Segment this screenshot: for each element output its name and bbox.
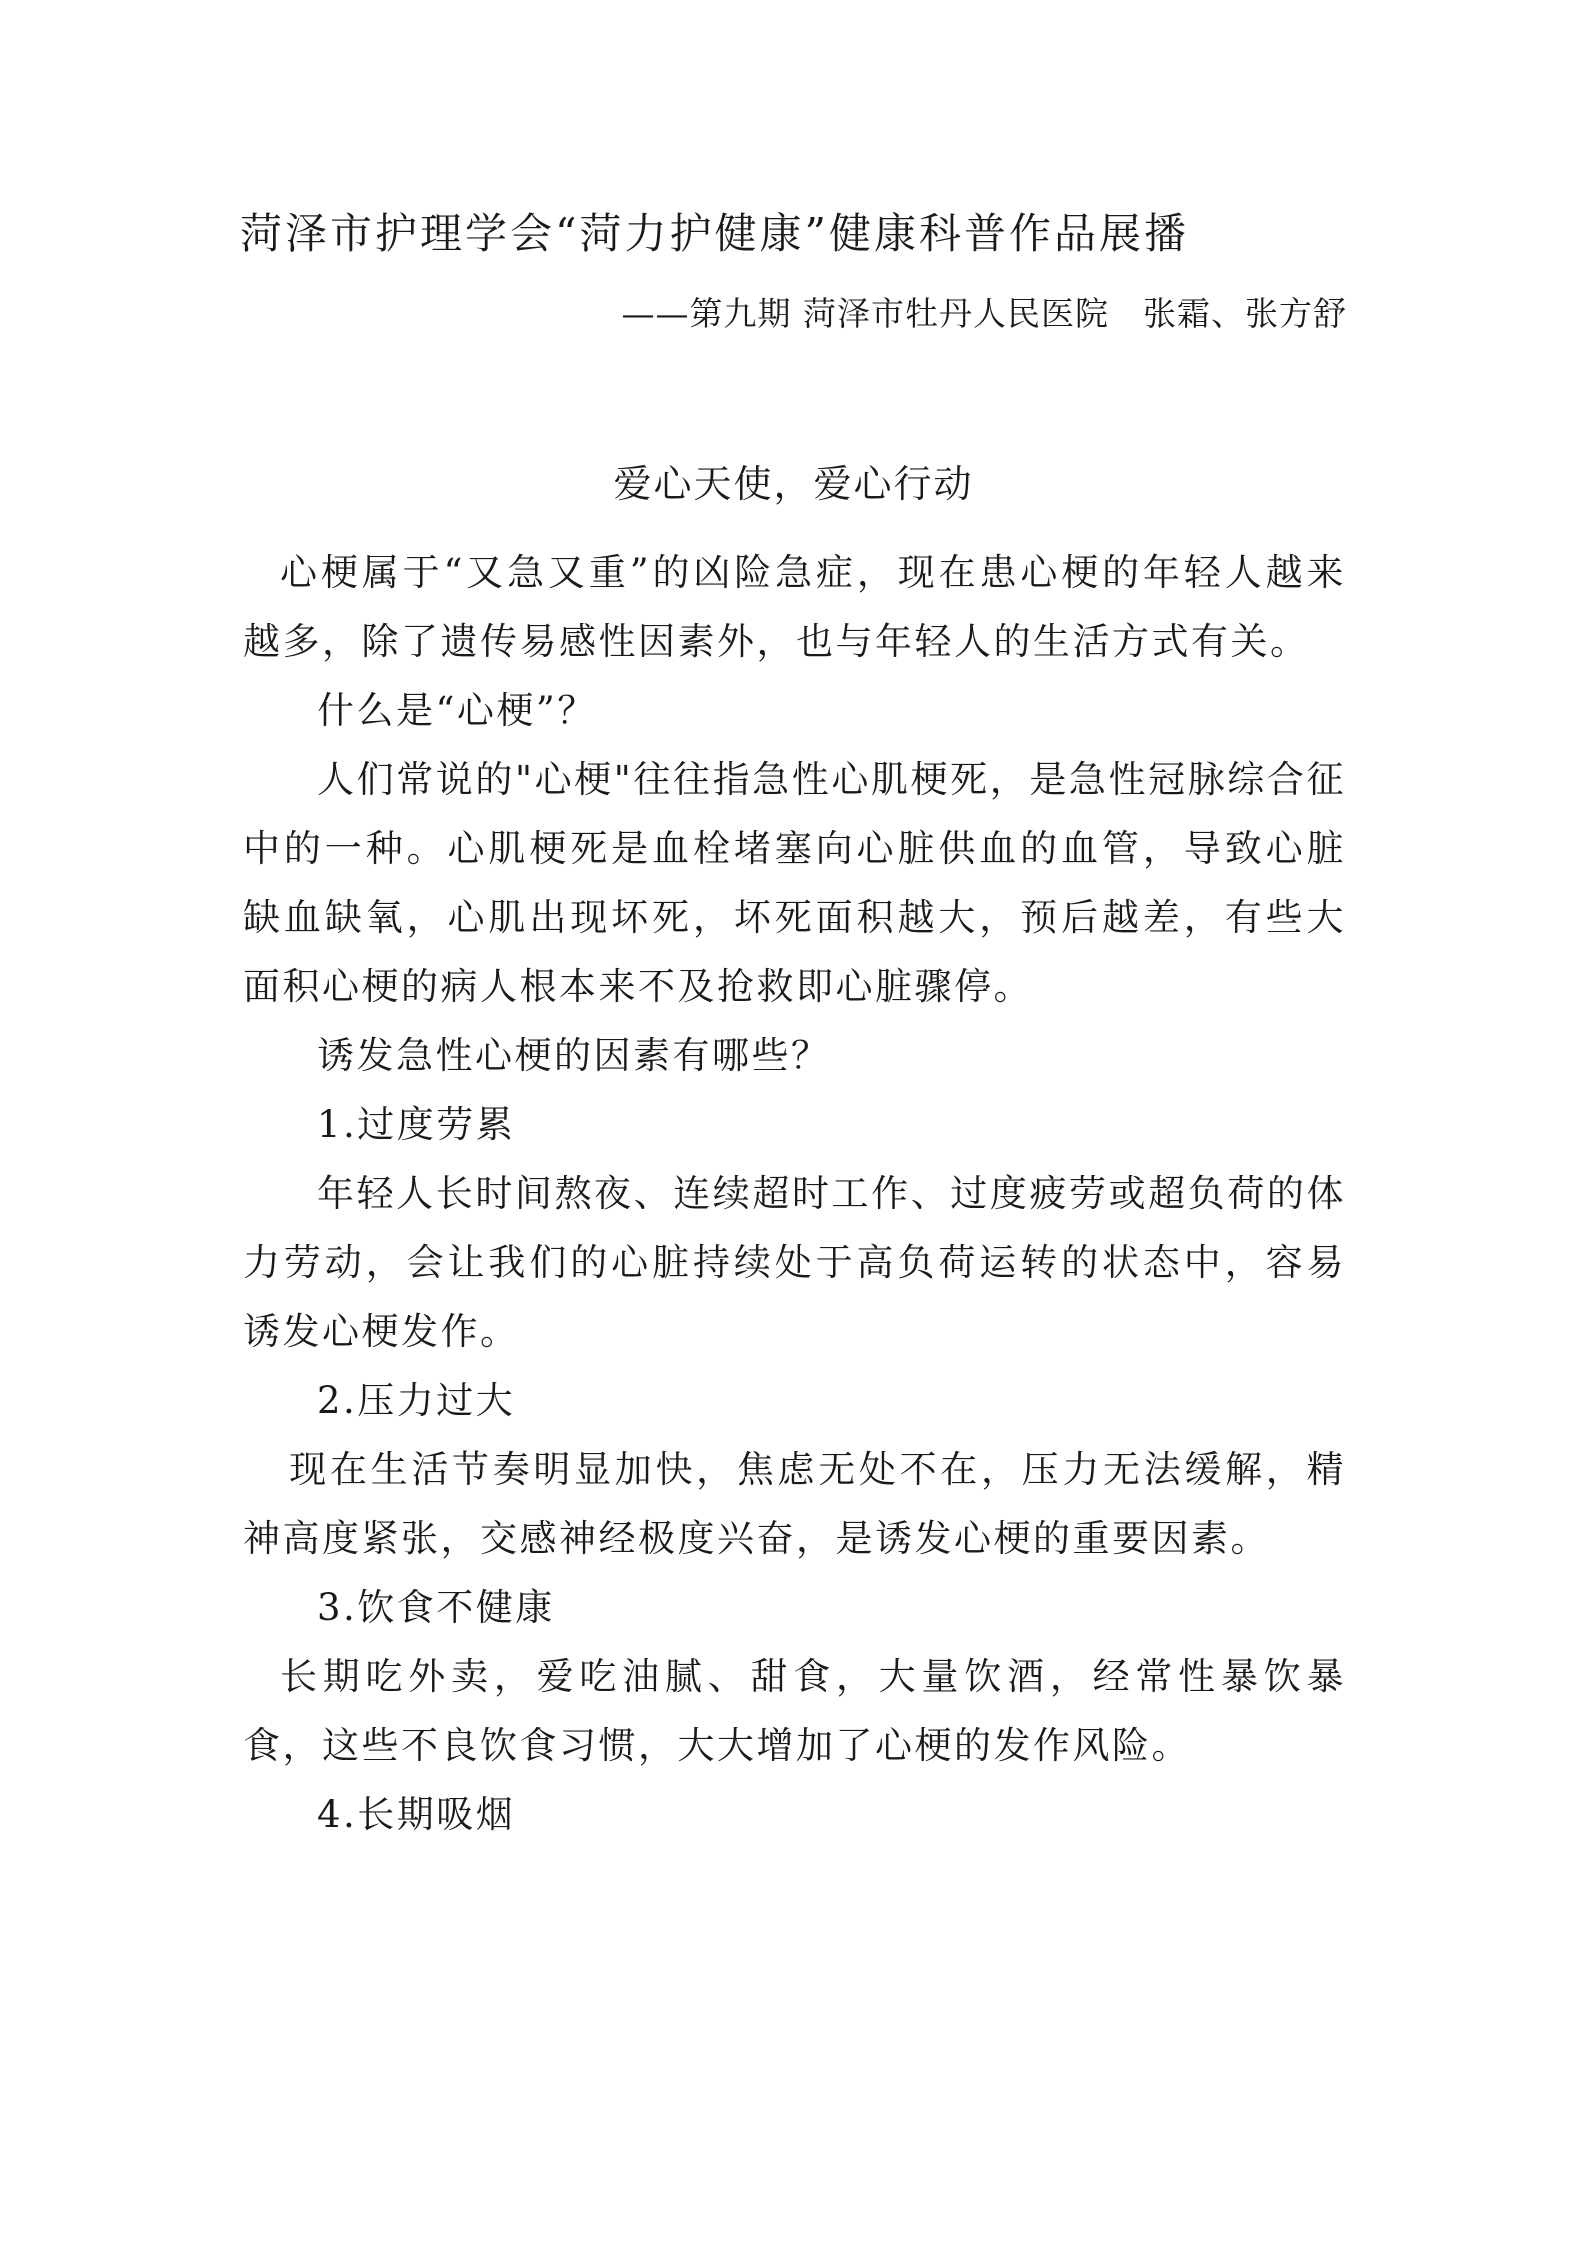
paragraph-diet: 长期吃外卖，爱吃油腻、甜食，大量饮酒，经常性暴饮暴食，这些不良饮食习惯，大大增加了心梗的发作风险。	[243, 1655, 1346, 1767]
paragraph-overwork: 年轻人长时间熬夜、连续超时工作、过度疲劳或超负荷的体力劳动，会让我们的心脏持续处于高负荷运转的状态中，容易诱发心梗发作。	[243, 1172, 1346, 1353]
list-heading-smoking: 4.长期吸烟	[317, 1793, 516, 1836]
list-heading-stress: 2.压力过大	[317, 1379, 516, 1422]
heading-triggers: 诱发急性心梗的因素有哪些？	[317, 1034, 831, 1077]
paragraph-definition: 人们常说的"心梗"往往指急性心肌梗死，是急性冠脉综合征中的一种。心肌梗死是血栓堵塞向心脏供血的血管，导致心脏缺血缺氧，心肌出现坏死，坏死面积越大，预后越差，有些大面积心梗的病人根本来不及抢救即心脏骤停。	[243, 758, 1346, 1008]
article-title: 爱心天使，爱心行动	[613, 462, 974, 506]
article-body	[243, 538, 1346, 1849]
heading-what-is-mi: 什么是“心梗”？	[317, 689, 597, 732]
list-heading-diet: 3.饮食不健康	[317, 1586, 555, 1629]
paragraph-intro: 心梗属于“又急又重”的凶险急症，现在患心梗的年轻人越来越多，除了遗传易感性因素外，也与年轻人的生活方式有关。	[243, 551, 1346, 663]
document-byline: ——第九期 菏泽市牡丹人民医院 张霜、张方舒	[621, 294, 1347, 333]
paragraph-stress: 现在生活节奏明显加快，焦虑无处不在，压力无法缓解，精神高度紧张，交感神经极度兴奋，是诱发心梗的重要因素。	[243, 1448, 1346, 1560]
list-heading-overwork: 1.过度劳累	[317, 1103, 516, 1146]
document-title: 菏泽市护理学会“菏力护健康”健康科普作品展播	[240, 209, 1189, 258]
